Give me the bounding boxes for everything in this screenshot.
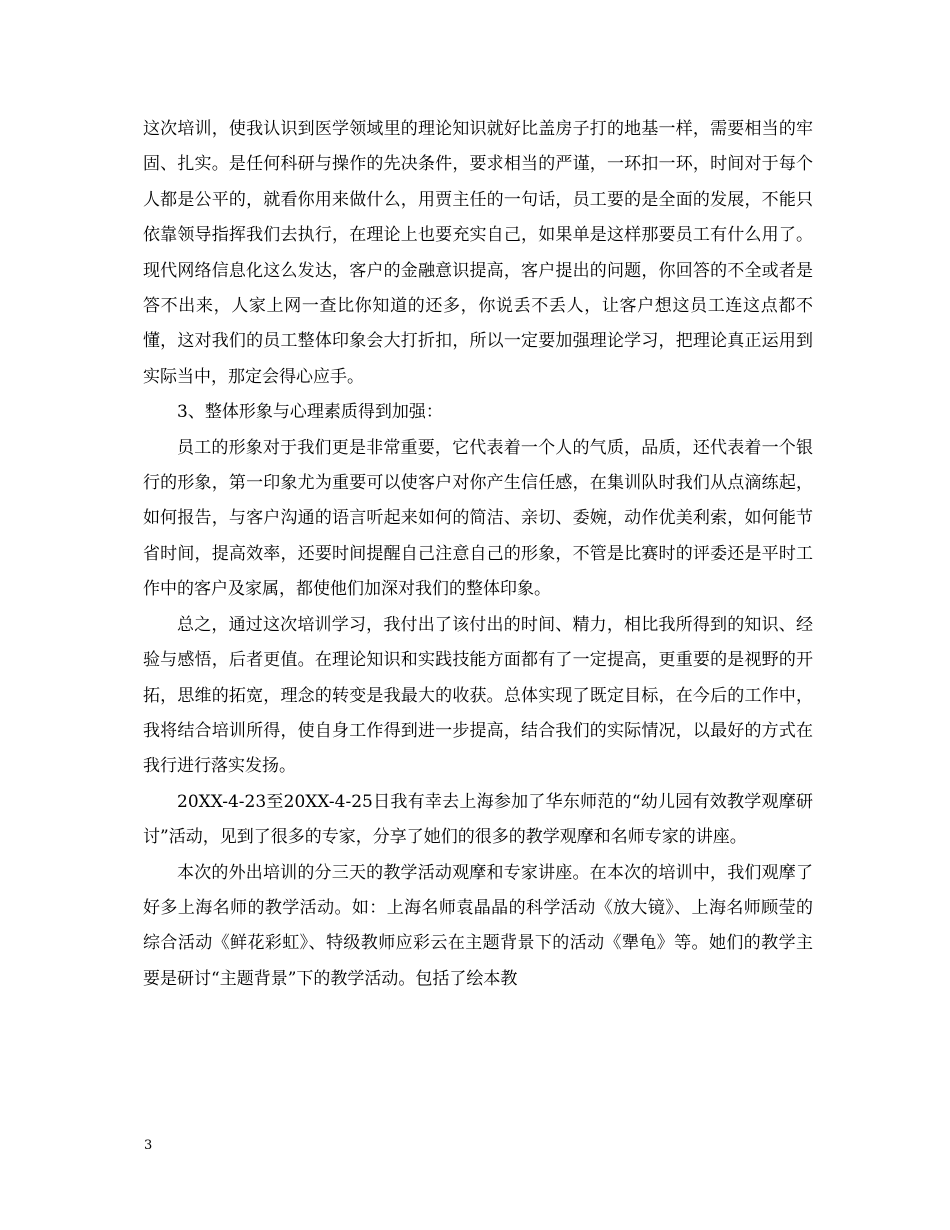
paragraph-shanghai-visit: 20XX-4-23至20XX-4-25日我有幸去上海参加了华东师范的“幼儿园有效教学观摩研讨”活动，见到了很多的专家，分享了她们的很多的教学观摩和名师专家的讲座。 xyxy=(143,791,813,848)
paragraph-employee-image: 员工的形象对于我们更是非常重要，它代表着一个人的气质，品质，还代表着一个银行的形象，第一印象尤为重要可以使客户对你产生信任感，在集训队时我们从点滴练起，如何报告，与客户沟通的语言听起来如何的简洁、亲切、委婉，动作优美利索，如何能节省时间，提高效率，还要时间提醒自己注意自己的形象，不管是比赛时的评委还是平时工作中的客户及家属，都使他们加深对我们的整体印象。 xyxy=(143,437,813,600)
paragraph-training-theory: 这次培训，使我认识到医学领域里的理论知识就好比盖房子打的地基一样，需要相当的牢固、扎实。是任何科研与操作的先决条件，要求相当的严谨，一环扣一环，时间对于每个人都是公平的，就看你用来做什么，用贾主任的一句话，员工要的是全面的发展，不能只依靠领导指挥我们去执行，在理论上也要充实自己，如果单是这样那要员工有什么用了。现代网络信息化这么发达，客户的金融意识提高，客户提出的问题，你回答的不全或者是答不出来，人家上网一查比你知道的还多，你说丢不丢人，让客户想这员工连这点都不懂，这对我们的员工整体印象会大打折扣，所以一定要加强理论学习，把理论真正运用到实际当中，那定会得心应手。 xyxy=(143,119,813,387)
page-number: 3 xyxy=(144,1138,153,1153)
paragraph-teaching-observation: 本次的外出培训的分三天的教学活动观摩和专家讲座。在本次的培训中，我们观摩了好多上海名师的教学活动。如：上海名师袁晶晶的科学活动《放大镜》、上海名师顾莹的综合活动《鲜花彩虹》、特级教师应彩云在主题背景下的活动《犟龟》等。她们的教学主要是研讨“主题背景”下的教学活动。包括了绘本教 xyxy=(143,862,813,989)
section-heading-image-and-mentality: 3、整体形象与心理素质得到加强： xyxy=(177,402,443,423)
paragraph-summary: 总之，通过这次培训学习，我付出了该付出的时间、精力，相比我所得到的知识、经验与感悟，后者更值。在理论知识和实践技能方面都有了一定提高，更重要的是视野的开拓，思维的拓宽，理念的转变是我最大的收获。总体实现了既定目标，在今后的工作中，我将结合培训所得，使自身工作得到进一步提高，结合我们的实际情况，以最好的方式在我行进行落实发扬。 xyxy=(143,614,813,777)
document-body xyxy=(143,112,813,997)
